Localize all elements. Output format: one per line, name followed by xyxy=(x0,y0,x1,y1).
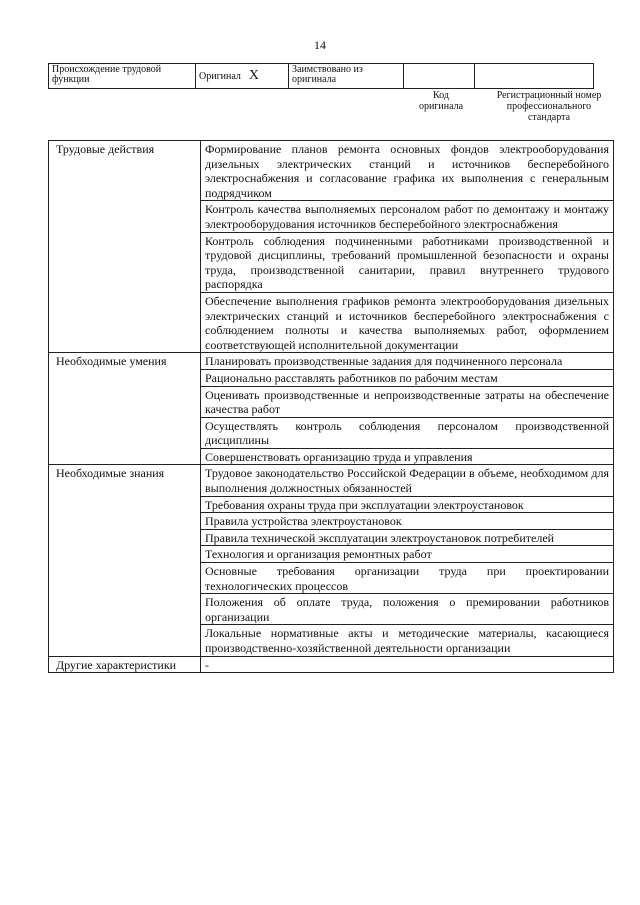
table-row xyxy=(49,465,614,496)
knowledge-label: Необходимые знания xyxy=(49,465,201,656)
knowledge-item: Правила технической эксплуатации электроустановок потребителей xyxy=(201,529,614,546)
page-number: 14 xyxy=(314,38,326,52)
origin-row xyxy=(49,64,594,89)
table-row xyxy=(49,353,614,370)
skill-item: Осуществлять контроль соблюдения персоналом производственной дисциплины xyxy=(201,417,614,448)
function-details-table xyxy=(48,140,614,673)
knowledge-item: Основные требования организации труда при проектировании технологических процессов xyxy=(201,563,614,594)
labor-action-item: Формирование планов ремонта основных фондов электрооборудования дизельных электрических станций и источников бесперебойного электроснабжения и согласование графика их выполнения с генеральным подрядчиком xyxy=(201,141,614,201)
table-row xyxy=(49,656,614,673)
table-row xyxy=(49,141,614,201)
skill-item: Рационально расставлять работников по рабочим местам xyxy=(201,369,614,386)
borrowed-label: Заимствовано из оригинала xyxy=(289,64,404,89)
other-characteristics-value: - xyxy=(201,656,614,673)
skill-item: Планировать производственные задания для подчиненного персонала xyxy=(201,353,614,370)
labor-action-item: Контроль соблюдения подчиненными работниками производственной и трудовой дисциплины, требований промышленной безопасности и охраны труда, производственной санитарии, правил внутреннего трудового распорядка xyxy=(201,232,614,292)
skill-item: Совершенствовать организацию труда и управления xyxy=(201,448,614,465)
registration-number-cell xyxy=(475,64,594,89)
registration-caption: Регистрационный номер профессионального стандарта xyxy=(496,90,602,123)
origin-label: Происхождение трудовой функции xyxy=(49,64,196,89)
knowledge-item: Трудовое законодательство Российской Федерации в объеме, необходимом для выполнения должностных обязанностей xyxy=(201,465,614,496)
origin-table xyxy=(48,63,594,89)
original-cell xyxy=(196,64,289,89)
original-mark: X xyxy=(248,67,260,83)
labor-action-item: Обеспечение выполнения графиков ремонта электрооборудования дизельных электрических станций и источников бесперебойного электроснабжения с соблюдением полноты и качества выполняемых работ, оформлением соответствующей исполнительной документации xyxy=(201,292,614,352)
knowledge-item: Требования охраны труда при эксплуатации электроустановок xyxy=(201,496,614,513)
original-label: Оригинал xyxy=(199,70,241,82)
skills-label: Необходимые умения xyxy=(49,353,201,465)
knowledge-item: Локальные нормативные акты и методические материалы, касающиеся производственно-хозяйственной деятельности организации xyxy=(201,625,614,656)
labor-action-item: Контроль качества выполняемых персоналом работ по демонтажу и монтажу электрооборудования источников бесперебойного электроснабжения xyxy=(201,201,614,232)
original-code-cell xyxy=(404,64,475,89)
other-characteristics-label: Другие характеристики xyxy=(49,656,201,673)
code-caption: Код оригинала xyxy=(418,90,464,112)
skill-item: Оценивать производственные и непроизводственные затраты на обеспечение качества работ xyxy=(201,386,614,417)
knowledge-item: Положения об оплате труда, положения о премировании работников организации xyxy=(201,594,614,625)
labor-actions-label: Трудовые действия xyxy=(49,141,201,353)
knowledge-item: Технология и организация ремонтных работ xyxy=(201,546,614,563)
knowledge-item: Правила устройства электроустановок xyxy=(201,513,614,530)
